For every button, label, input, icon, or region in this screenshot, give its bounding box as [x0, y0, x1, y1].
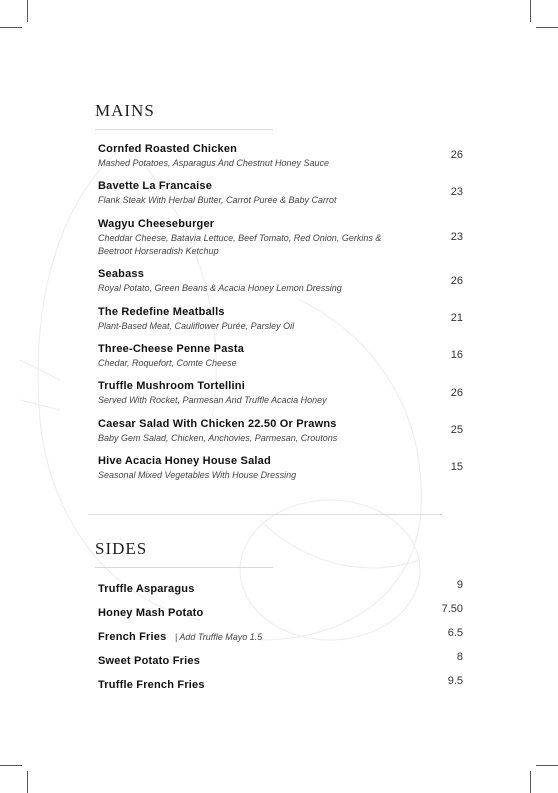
crop-mark: [27, 0, 28, 22]
item-description: Royal Potato, Green Beans & Acacia Honey Lemon Dressing: [98, 283, 342, 293]
menu-item: [98, 180, 463, 207]
item-price: 26: [450, 275, 463, 287]
item-name: Cornfed Roasted Chicken: [98, 143, 238, 155]
item-price: 21: [450, 312, 463, 324]
item-price: 25: [450, 424, 463, 436]
crop-mark: [530, 0, 531, 22]
item-price: 23: [450, 186, 463, 198]
sides-title: SIDES: [95, 539, 148, 558]
crop-mark: [530, 771, 531, 793]
item-name: Three-Cheese Penne Pasta: [98, 343, 245, 355]
item-price: 16: [450, 349, 463, 361]
item-name: Hive Acacia Honey House Salad: [98, 455, 271, 467]
menu-item: [98, 380, 463, 407]
item-price: 26: [450, 149, 463, 161]
item-description: Plant-Based Meat, Cauliflower Purée, Parsley Oil: [98, 321, 295, 331]
item-description: Baby Gem Salad, Chicken, Anchovies, Parmesan, Croutons: [98, 433, 338, 443]
item-name: Sweet Potato Fries: [98, 655, 201, 667]
item-price: 9: [456, 579, 463, 591]
side-item: [98, 603, 463, 617]
item-name: Bavette La Francaise: [98, 180, 213, 192]
item-description: Mashed Potatoes, Asparagus And Chestnut Honey Sauce: [98, 158, 329, 168]
crop-mark: [27, 771, 28, 793]
item-description: Cheddar Cheese, Batavia Lettuce, Beef Tomato, Red Onion, Gerkins & Beetroot Horseradish Ketchup: [98, 233, 382, 256]
side-item: [98, 675, 463, 689]
menu-item: [98, 268, 463, 295]
crop-mark: [536, 765, 558, 766]
menu-item: [98, 143, 463, 170]
item-price: 15: [450, 461, 463, 473]
item-description: Seasonal Mixed Vegetables With House Dressing: [98, 470, 297, 480]
sides-title-underline: [95, 567, 273, 568]
item-description: Chedar, Roquefort, Comte Cheese: [98, 358, 237, 368]
item-name: The Redefine Meatballs: [98, 306, 225, 318]
side-item: [98, 627, 463, 641]
item-price: 9.5: [447, 675, 463, 687]
item-name: Truffle French Fries: [98, 679, 205, 691]
item-description: Served With Rocket, Parmesan And Truffle Acacia Honey: [98, 395, 327, 405]
item-name: Wagyu Cheeseburger: [98, 218, 215, 230]
menu-item: [98, 455, 463, 482]
menu-item: [98, 418, 463, 445]
crop-mark: [536, 27, 558, 28]
item-price: 26: [450, 387, 463, 399]
item-name: Truffle Mushroom Tortellini: [98, 380, 245, 392]
item-price: 6.5: [447, 627, 463, 639]
item-description: Flank Steak With Herbal Butter, Carrot Puree & Baby Carrot: [98, 195, 337, 205]
item-name: Caesar Salad With Chicken 22.50 Or Prawns: [98, 418, 337, 430]
crop-mark: [0, 27, 22, 28]
menu-item: [98, 218, 463, 258]
item-price: 23: [450, 231, 463, 243]
menu-item: [98, 306, 463, 333]
section-divider: [88, 514, 442, 515]
item-price: 7.50: [441, 603, 463, 615]
item-note: | Add Truffle Mayo 1.5: [174, 632, 263, 642]
side-item: [98, 579, 463, 593]
side-item: [98, 651, 463, 665]
item-price: 8: [456, 651, 463, 663]
mains-title-underline: [95, 129, 273, 130]
item-name: Seabass: [98, 268, 145, 280]
item-name: Truffle Asparagus: [98, 583, 195, 595]
mains-title: MAINS: [95, 101, 155, 120]
item-name: French Fries: [98, 631, 167, 643]
item-name: Honey Mash Potato: [98, 607, 204, 619]
crop-mark: [0, 765, 22, 766]
menu-item: [98, 343, 463, 370]
